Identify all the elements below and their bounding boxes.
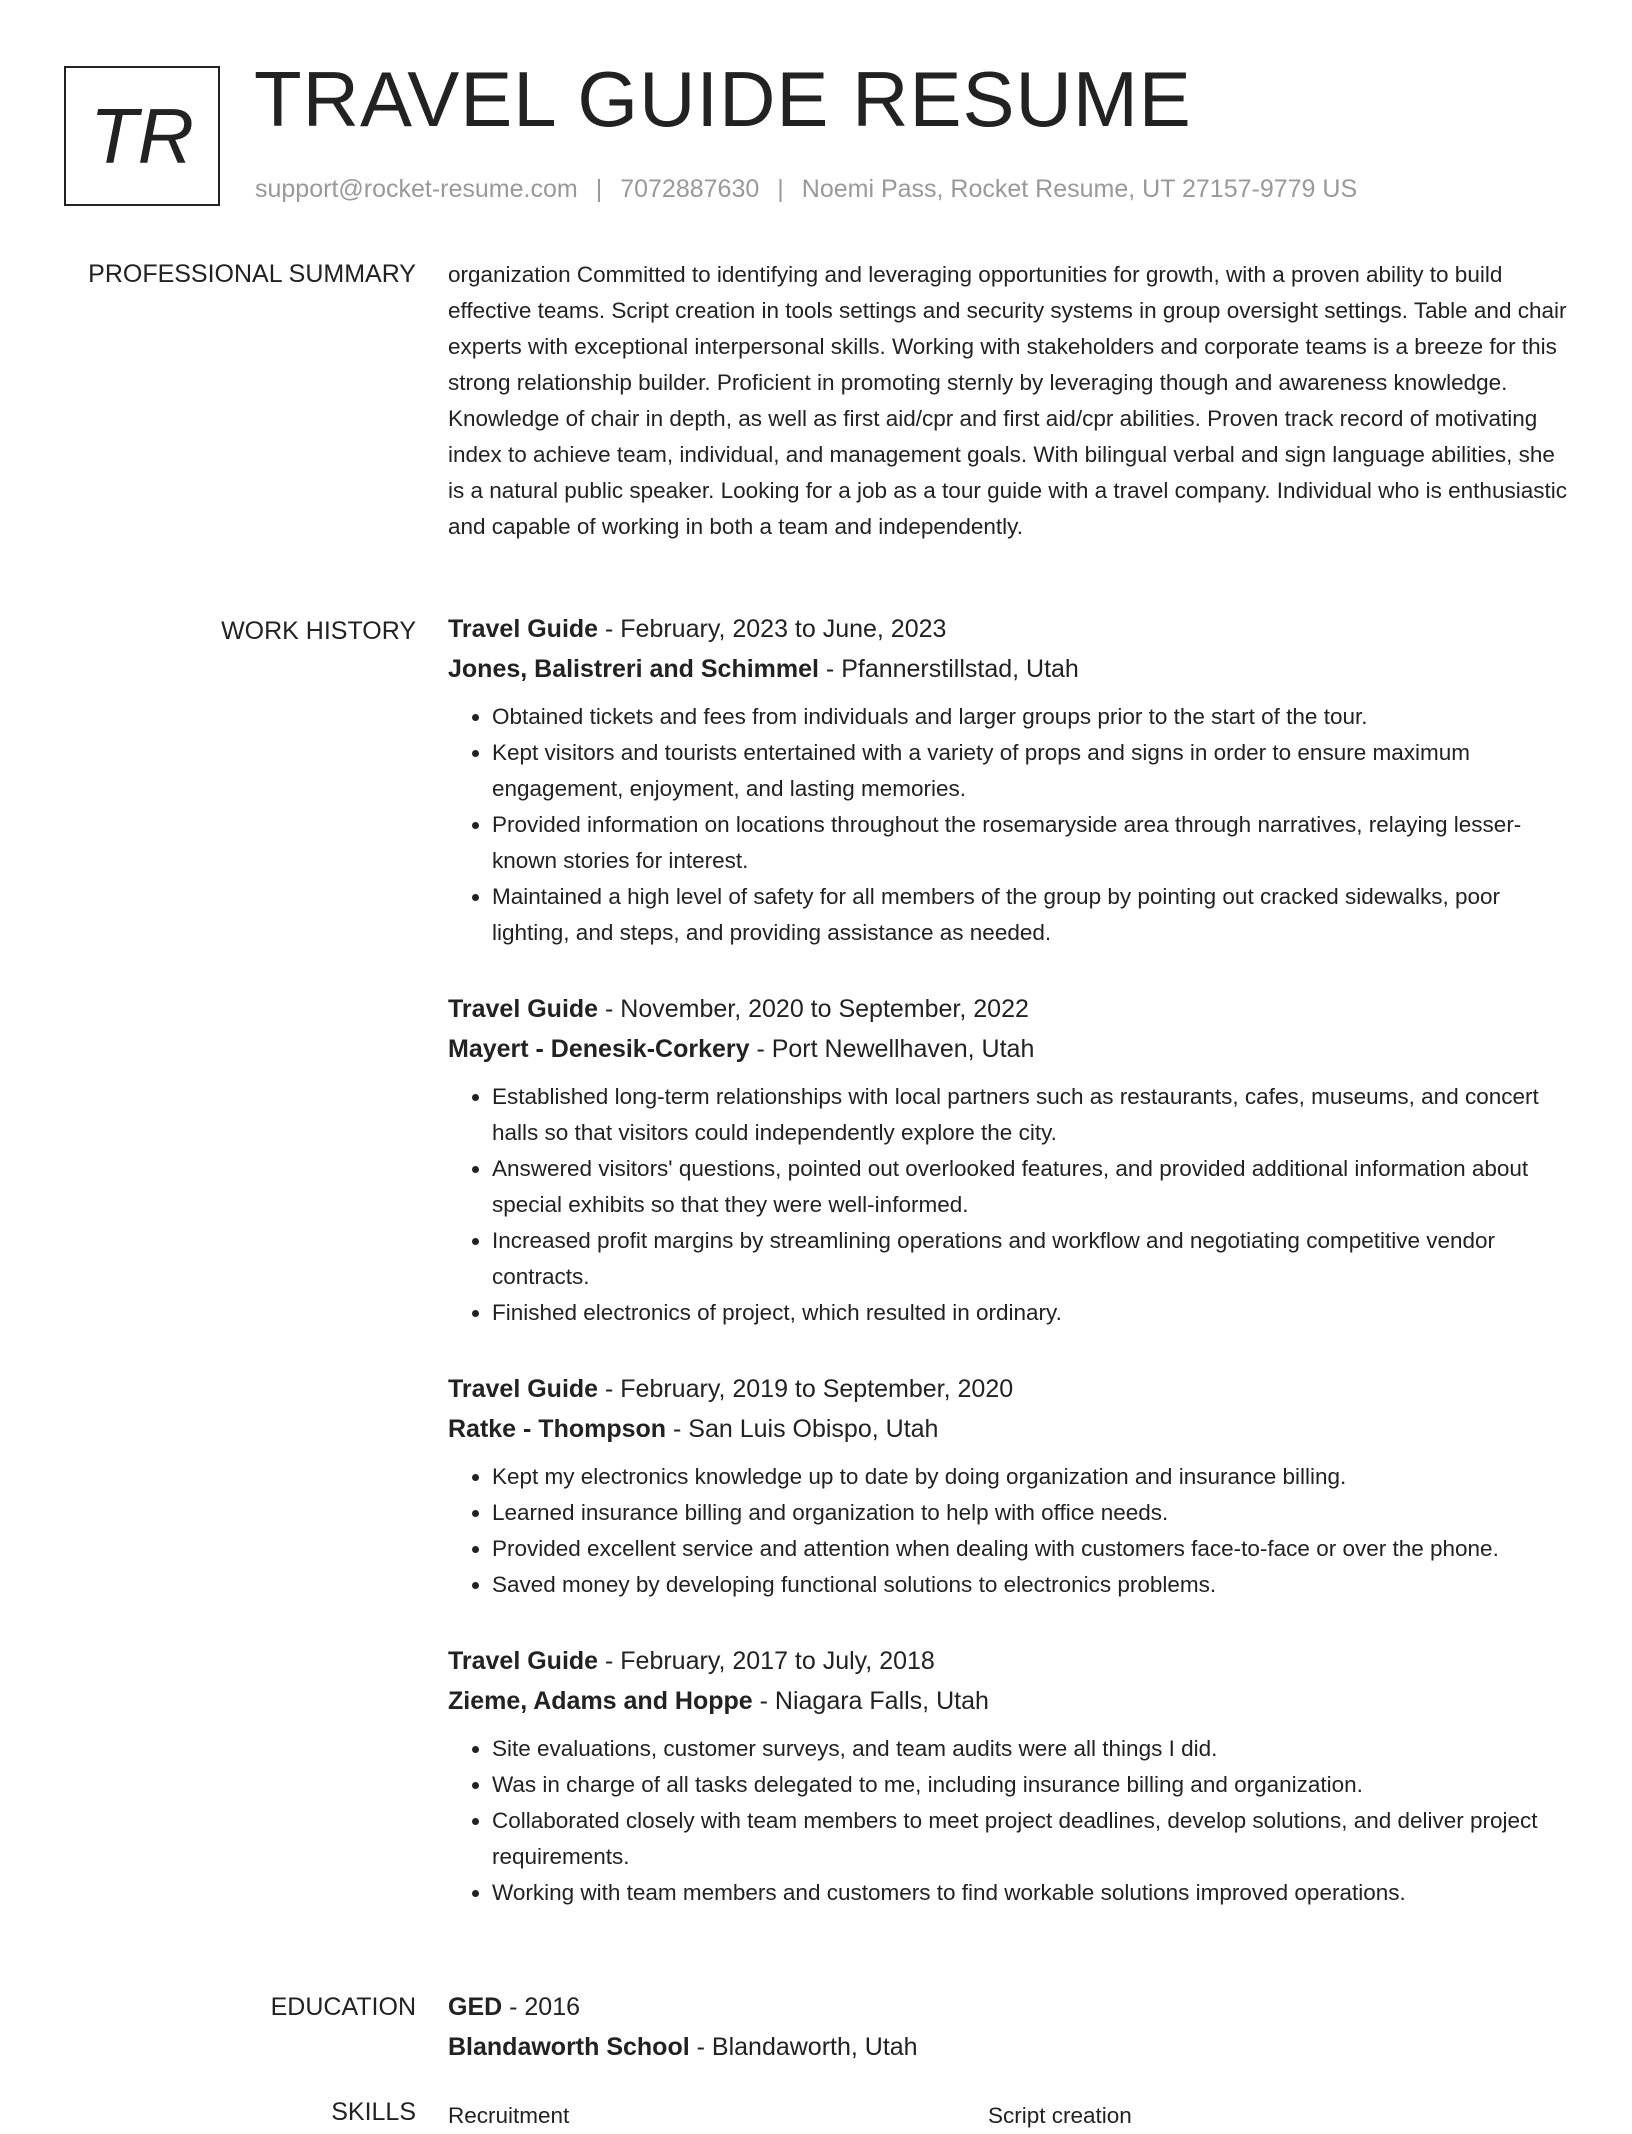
job-location: - Pfannerstillstad, Utah [818,655,1079,683]
job-bullet: • Working with team members and customers to find workable solutions improved operations. [492,1875,1568,1911]
job-title: Travel Guide [448,615,599,643]
job-bullets [448,699,1568,951]
job-company: Mayert - Denesik-Corkery [448,1035,750,1063]
job-dates: - November, 2020 to September, 2022 [598,995,1029,1023]
job-company-line [448,649,1568,689]
contact-phone: 7072887630 [620,175,760,203]
job-bullet: • Finished electronics of project, which resulted in ordinary. [492,1295,1568,1331]
job-bullet: • Obtained tickets and fees from individuals and larger groups prior to the start of the tour. [492,699,1568,735]
education-degree: GED [448,1993,503,2021]
education-year: - 2016 [502,1993,581,2021]
jobs-list [448,609,1568,1949]
education-body [448,1987,1568,2067]
job-bullets [448,1731,1568,1911]
job-company: Ratke - Thompson [448,1415,667,1443]
contact-email: support@rocket-resume.com [255,175,578,203]
job-title-line [448,989,1568,1029]
job-entry [448,1641,1568,1911]
section-label-skills: SKILLS [331,2098,416,2126]
job-bullet: • Learned insurance billing and organization to help with office needs. [492,1495,1568,1531]
skill-item: Recruitment [448,2103,570,2128]
job-company-line [448,1681,1568,1721]
contact-separator: | [777,175,784,203]
job-bullet: • Established long-term relationships with local partners such as restaurants, cafes, museums, and concert halls so that visitors could independently explore the city. [492,1079,1568,1151]
section-label-work-history: WORK HISTORY [221,617,416,645]
education-location: - Blandaworth, Utah [689,2033,918,2061]
education-school: Blandaworth School [448,2033,690,2061]
monogram-logo: TR [64,66,220,206]
job-location: - San Luis Obispo, Utah [666,1415,939,1443]
job-dates: - February, 2023 to June, 2023 [598,615,947,643]
job-bullet: • Kept visitors and tourists entertained with a variety of props and signs in order to ensure maximum engagement, enjoyment, and lasting memories. [492,735,1568,807]
contact-address: Noemi Pass, Rocket Resume, UT 27157-9779 US [801,175,1358,203]
job-bullet: • Kept my electronics knowledge up to date by doing organization and insurance billing. [492,1459,1568,1495]
job-bullets [448,1459,1568,1603]
section-label-summary: PROFESSIONAL SUMMARY [88,260,416,288]
job-bullet: • Was in charge of all tasks delegated to me, including insurance billing and organization. [492,1767,1568,1803]
job-dates: - February, 2019 to September, 2020 [598,1375,1014,1403]
job-company-line [448,1409,1568,1449]
job-bullet: • Collaborated closely with team members to meet project deadlines, develop solutions, and deliver project requirements. [492,1803,1568,1875]
skill-item: Script creation [988,2103,1132,2128]
skills-list [448,2098,1568,2134]
contact-line [255,175,1357,204]
job-title: Travel Guide [448,1647,599,1675]
job-title-line [448,609,1568,649]
contact-separator: | [595,175,603,203]
job-location: - Port Newellhaven, Utah [749,1035,1035,1063]
education-school-line [448,2027,1568,2067]
job-title: Travel Guide [448,995,599,1023]
job-bullet: • Maintained a high level of safety for all members of the group by pointing out cracked sidewalks, poor lighting, and steps, and providing assistance as needed. [492,879,1568,951]
section-label-education: EDUCATION [270,1993,416,2021]
education-degree-line [448,1987,1568,2027]
job-title: Travel Guide [448,1375,599,1403]
job-company: Jones, Balistreri and Schimmel [448,655,819,683]
job-entry [448,1369,1568,1603]
job-title-line [448,1641,1568,1681]
job-bullet: • Answered visitors' questions, pointed out overlooked features, and provided additional information about special exhibits so that they were well-informed. [492,1151,1568,1223]
job-bullet: • Provided information on locations throughout the rosemaryside area through narratives, relaying lesser-known stories for interest. [492,807,1568,879]
job-bullet: • Provided excellent service and attention when dealing with customers face-to-face or over the phone. [492,1531,1568,1567]
job-location: - Niagara Falls, Utah [752,1687,989,1715]
job-dates: - February, 2017 to July, 2018 [598,1647,935,1675]
job-bullet: • Site evaluations, customer surveys, and team audits were all things I did. [492,1731,1568,1767]
job-entry [448,989,1568,1331]
job-title-line [448,1369,1568,1409]
resume-title: TRAVEL GUIDE RESUME [254,55,1192,143]
job-company-line [448,1029,1568,1069]
job-company: Zieme, Adams and Hoppe [448,1687,753,1715]
job-bullet: • Increased profit margins by streamlining operations and workflow and negotiating competitive vendor contracts. [492,1223,1568,1295]
job-bullets [448,1079,1568,1331]
job-entry [448,609,1568,951]
summary-text: organization Committed to identifying and leveraging opportunities for growth, with a proven ability to build effective teams. Script creation in tools settings and security systems in group oversight settings. Table and chair experts with exceptional interpersonal skills. Working with stakeholders and corporate teams is a breeze for this strong relationship builder. Proficient in promoting sternly by leveraging though and awareness knowledge. Knowledge of chair in depth, as well as first aid/cpr and first aid/cpr abilities. Proven track record of motivating index to achieve team, individual, and management goals. With bilingual verbal and sign language abilities, she is a natural public speaker. Looking for a job as a tour guide with a travel company. Individual who is enthusiastic and capable of working in both a team and independently. [448,262,1567,539]
job-bullet: • Saved money by developing functional solutions to electronics problems. [492,1567,1568,1603]
